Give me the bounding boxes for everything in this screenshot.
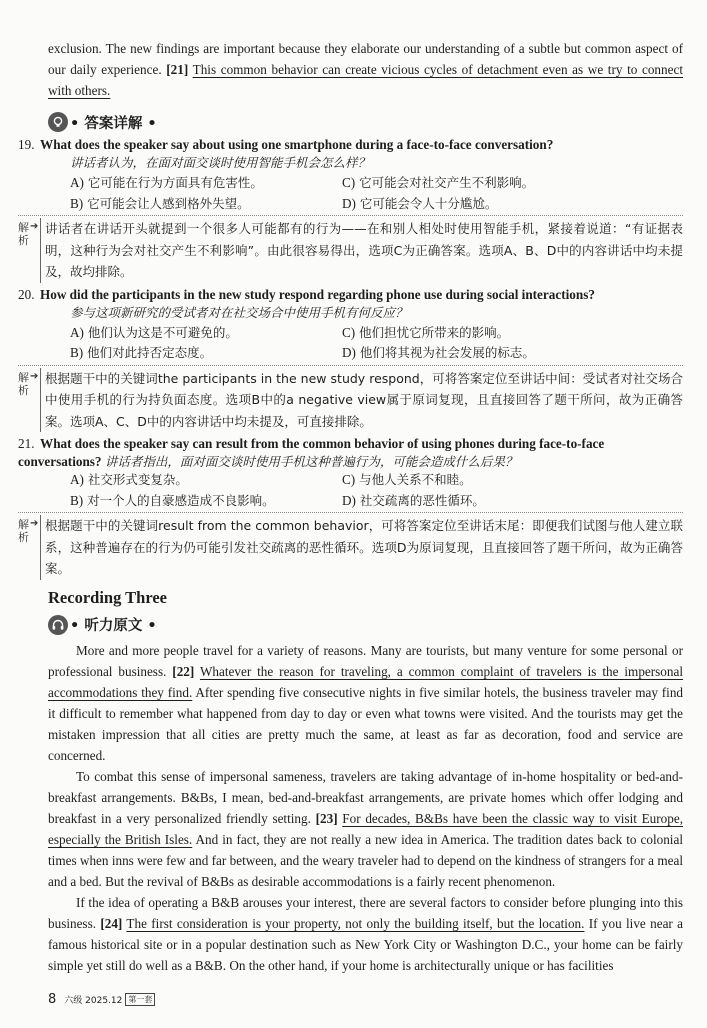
option — [70, 491, 342, 512]
option-text: 它可能在行为方面具有危害性。 — [87, 175, 263, 190]
intro-underlined: This common behavior can create vicious cycles of detachment even as we try to connect with others. — [48, 62, 683, 98]
analysis — [18, 368, 683, 433]
option-text: 他们认为这是不可避免的。 — [87, 324, 238, 340]
intro-paragraph — [48, 38, 683, 101]
answer-tag: [22] — [172, 663, 195, 679]
transcript-paragraph — [48, 766, 683, 892]
option-label: B) — [70, 195, 84, 211]
question-text: How did the participants in the new study respond regarding phone use during social interactions? — [40, 286, 595, 302]
option — [342, 323, 683, 344]
option-text: 它可能会让人感到格外失望。 — [87, 195, 250, 211]
lightbulb-icon — [48, 112, 68, 132]
option — [342, 173, 683, 194]
option-label: A) — [70, 175, 84, 190]
question-number: 21. — [18, 436, 35, 451]
analysis-text: 根据题干中的关键词the participants in the new study respond，可将答案定位至讲话中间：受试者对社交场合中使用手机的行为持负面态度。选项B中的a negative view属于原词复现，且直接回答了题干所问，故为正确答案。选项A、C、D中的内容讲话中均未提及，可直接排除。 — [40, 368, 683, 433]
analysis — [18, 515, 683, 580]
option-label: C) — [342, 324, 356, 340]
answer-tag: [24] — [100, 915, 123, 931]
option-text: 他们担忧它所带来的影响。 — [359, 324, 510, 340]
paragraph-text: More and more people travel for a variety of reasons. Many are tourists, but many venture for some personal or professional business. — [48, 642, 683, 679]
analysis-label-2: 析 — [18, 234, 29, 247]
questions — [18, 137, 683, 580]
option-text: 与他人关系不和睦。 — [359, 472, 472, 487]
arrow-right-icon: ➔ — [30, 221, 39, 232]
option-label: D) — [342, 195, 356, 211]
option-label: D) — [342, 345, 356, 360]
question-block — [18, 286, 683, 433]
analysis-label — [18, 515, 40, 580]
option — [342, 343, 683, 364]
question-text: What does the speaker say about using one smartphone during a face-to-face conversation? — [40, 137, 554, 152]
option — [70, 194, 342, 215]
dotted-divider — [18, 214, 683, 216]
dotted-divider — [18, 511, 683, 513]
answer-section-title: • 答案详解 • — [70, 115, 157, 132]
option — [342, 194, 683, 215]
question-translation: 参与这项新研究的受试者对在社交场合中使用手机有何反应？ — [70, 304, 408, 320]
options-grid — [70, 470, 683, 511]
intro-text: exclusion. The new findings are important because they elaborate our understanding of a subtle but common aspect of our daily experience. — [48, 41, 683, 77]
analysis-label-2: 析 — [18, 531, 29, 544]
option — [70, 173, 342, 194]
underlined-sentence: The first consideration is your property, not only the building itself, but the location. — [126, 915, 585, 931]
option — [70, 343, 342, 364]
question-stem — [18, 287, 683, 303]
analysis-label-2: 析 — [18, 383, 29, 397]
question-number: 20. — [18, 286, 35, 302]
analysis — [18, 218, 683, 283]
paragraph-text: If you live near a famous historical site or in a popular destination such as New York City or Washington D.C., your home can be fairly simple yet still do well as a B&B. On the other hand, if your home is architecturally unique or has facilities — [48, 915, 683, 973]
answer-tag: [23] — [315, 810, 338, 826]
set-label: 第一套 — [125, 993, 155, 1006]
issue-label: 六级 2025.12 — [64, 996, 123, 1006]
option — [342, 491, 683, 512]
paragraph-text: If the idea of operating a B&B arouses your interest, there are several factors to consider before plunging into this business. — [48, 894, 683, 931]
answer-section-header — [48, 109, 683, 135]
page-footer — [48, 992, 155, 1007]
question-stem — [18, 436, 683, 470]
option-label: A) — [70, 472, 84, 487]
question-translation: 讲话者指出，面对面交谈时使用手机这种普遍行为，可能会造成什么后果？ — [104, 454, 518, 469]
option-label: C) — [342, 175, 356, 190]
option-label: A) — [70, 324, 84, 340]
option-label: B) — [70, 345, 84, 360]
dotted-divider — [18, 364, 683, 366]
paragraph-text: To combat this sense of impersonal sameness, travelers are taking advantage of in-home hospitality or bed-and-breakfast arrangements. B&Bs, I mean, bed-and-breakfast arrangements, are private homes which offer lodging and breakfast in a very personalized friendly setting. — [48, 768, 683, 826]
question-translation: 讲话者认为，在面对面交谈时使用智能手机会怎么样？ — [70, 155, 371, 170]
page-number: 8 — [48, 992, 57, 1007]
transcript-paragraph — [48, 892, 683, 976]
analysis-label — [18, 218, 40, 283]
option-text: 他们将其视为社会发展的标志。 — [359, 345, 535, 360]
original-section-title: • 听力原文 • — [70, 618, 157, 634]
paragraph-text: And in fact, they are not really a new idea in America. The tradition dates back to colonial times when inns were few and far between, and the weary traveler had to depend on the kindness of strangers for a meal and a bed. But the revival of B&Bs as desirable accommodations is a fairly recent phenomenon. — [48, 831, 683, 889]
analysis-label-1: 解 — [18, 221, 29, 234]
underlined-sentence: For decades, B&Bs have been the classic way to visit Europe, especially the British Isles. — [48, 810, 683, 847]
options-grid — [70, 173, 683, 214]
option — [342, 470, 683, 491]
option-text: 对一个人的自豪感造成不良影响。 — [87, 492, 275, 508]
question-text: What does the speaker say can result from the common behavior of using phones during face-to-face conversations? — [18, 436, 605, 469]
options-grid — [70, 323, 683, 364]
option-text: 它可能会对社交产生不利影响。 — [359, 175, 535, 190]
arrow-right-icon: ➔ — [30, 370, 39, 382]
analysis-label — [18, 368, 40, 433]
option-text: 社交疏离的恶性循环。 — [359, 492, 485, 508]
question-stem — [18, 137, 683, 153]
question-number: 19. — [18, 137, 35, 152]
option-label: D) — [342, 492, 356, 508]
option — [70, 323, 342, 344]
analysis-label-1: 解 — [18, 518, 29, 531]
analysis-label-1: 解 — [18, 370, 29, 384]
option — [70, 470, 342, 491]
option-text: 它可能会令人十分尴尬。 — [359, 195, 498, 211]
transcript — [48, 640, 683, 976]
underlined-sentence: Whatever the reason for traveling, a common complaint of travelers is the impersonal accommodations they find. — [48, 663, 683, 700]
question-block — [18, 137, 683, 283]
option-label: C) — [342, 472, 356, 487]
headphones-icon — [48, 615, 68, 635]
question-block — [18, 436, 683, 580]
analysis-text: 根据题干中的关键词result from the common behavior，可将答案定位至讲话末尾：即便我们试图与他人建立联系，这种普遍存在的行为仍可能引发社交疏离的恶性循环。选项D为原词复现，且直接回答了题干所问，故为正确答案。 — [40, 515, 683, 580]
paragraph-text: After spending five consecutive nights in five similar hotels, the business traveler may find it difficult to remember what happened from day to day or even what towns were visited. And the tourists may get the mistaken impression that all cities are pretty much the same, at least as far as decoration, food and service are concerned. — [48, 684, 684, 763]
analysis-text: 讲话者在讲话开头就提到一个很多人可能都有的行为——在和别人相处时使用智能手机，紧接着说道：“有证据表明，这种行为会对社交产生不利影响”。由此很容易得出，选项C为正确答案。选项A、B、D中的内容讲话中均未提及，故均排除。 — [40, 218, 683, 283]
intro-tag: [21] — [166, 62, 189, 77]
option-text: 社交形式变复杂。 — [87, 472, 188, 487]
option-label: B) — [70, 492, 84, 508]
recording-title: Recording Three — [48, 587, 168, 607]
transcript-paragraph — [48, 640, 683, 766]
arrow-right-icon: ➔ — [30, 518, 39, 529]
original-section-header — [48, 612, 683, 638]
option-text: 他们对此持否定态度。 — [87, 345, 213, 360]
